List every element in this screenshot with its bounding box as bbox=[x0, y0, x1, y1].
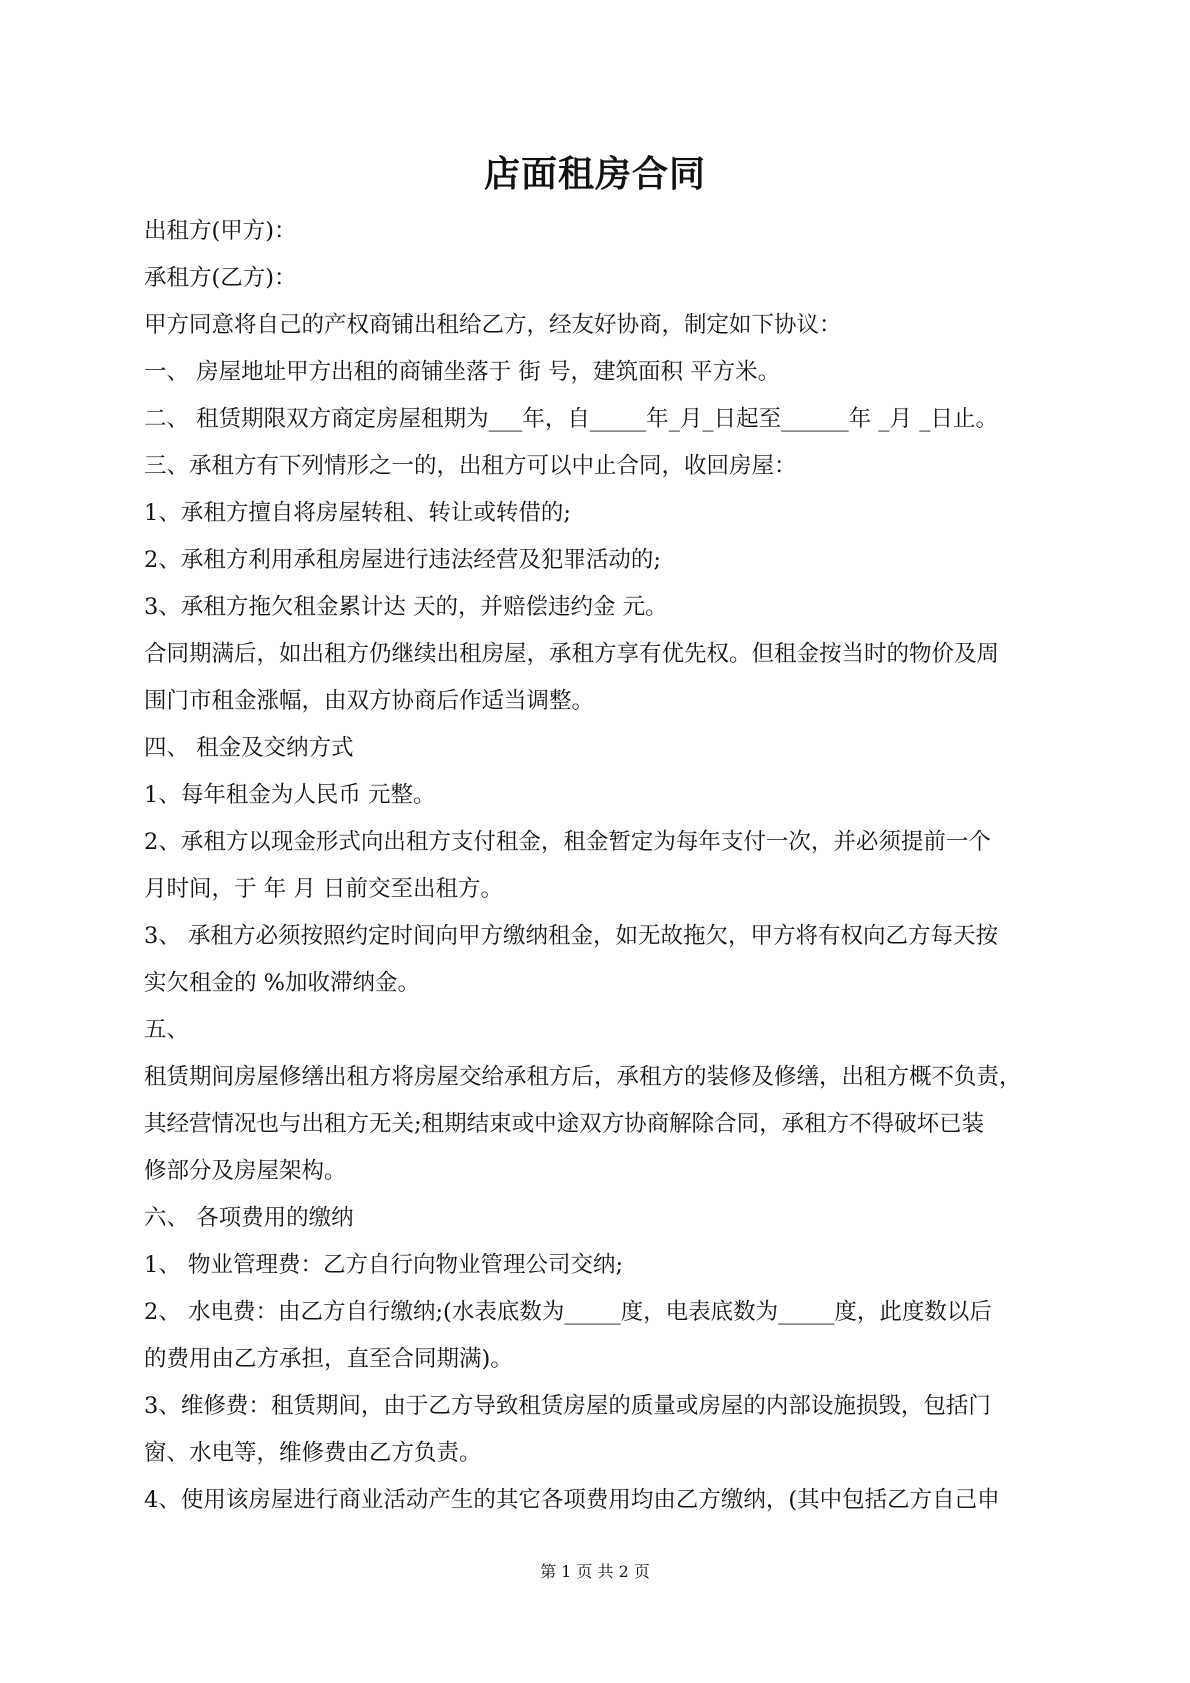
body-line: 修部分及房屋架构。 bbox=[144, 1158, 347, 1184]
body-line: 其经营情况也与出租方无关;租期结束或中途双方协商解除合同，承租方不得破坏已装 bbox=[144, 1111, 985, 1137]
body-line: 四、 租金及交纳方式 bbox=[144, 735, 354, 761]
body-line: 窗、水电等，维修费由乙方负责。 bbox=[144, 1440, 482, 1466]
body-line: 1、承租方擅自将房屋转租、转让或转借的; bbox=[144, 500, 571, 526]
body-line: 1、每年租金为人民币 元整。 bbox=[144, 782, 436, 808]
body-line: 出租方(甲方)： bbox=[144, 218, 297, 244]
document-title: 店面租房合同 bbox=[483, 153, 706, 195]
body-line: 三、承租方有下列情形之一的，出租方可以中止合同，收回房屋： bbox=[144, 453, 797, 479]
body-line: 合同期满后，如出租方仍继续出租房屋，承租方享有优先权。但租金按当时的物价及周 bbox=[144, 641, 1000, 667]
body-line: 1、 物业管理费：乙方自行向物业管理公司交纳; bbox=[144, 1252, 624, 1278]
body-line: 甲方同意将自己的产权商铺出租给乙方，经友好协商，制定如下协议： bbox=[144, 312, 842, 338]
body-line: 租赁期间房屋修缮出租方将房屋交给承租方后，承租方的装修及修缮，出租方概不负责， bbox=[144, 1064, 1022, 1090]
body-line: 承租方(乙方)： bbox=[144, 265, 297, 291]
body-line: 围门市租金涨幅，由双方协商后作适当调整。 bbox=[144, 688, 595, 714]
page-footer: 第 1 页 共 2 页 bbox=[540, 1562, 650, 1581]
body-line: 2、承租方利用承租房屋进行违法经营及犯罪活动的; bbox=[144, 547, 661, 573]
document-body bbox=[144, 208, 1060, 1524]
body-line: 五、 bbox=[144, 1017, 190, 1043]
body-line: 实欠租金的 %加收滞纳金。 bbox=[144, 970, 421, 996]
body-line: 3、维修费：租赁期间，由于乙方导致租赁房屋的质量或房屋的内部设施损毁，包括门 bbox=[144, 1393, 991, 1419]
body-line: 月时间，于 年 月 日前交至出租方。 bbox=[144, 876, 503, 902]
body-line: 一、 房屋地址甲方出租的商铺坐落于 街 号，建筑面积 平方米。 bbox=[144, 359, 781, 385]
body-line: 3、承租方拖欠租金累计达 天的，并赔偿违约金 元。 bbox=[144, 594, 668, 620]
body-line: 2、承租方以现金形式向出租方支付租金，租金暂定为每年支付一次，并必须提前一个 bbox=[144, 829, 991, 855]
body-line: 2、 水电费：由乙方自行缴纳;(水表底数为_____度，电表底数为_____度，此度数以后 bbox=[144, 1299, 992, 1325]
body-line: 二、 租赁期限双方商定房屋租期为___年，自_____年_月_日起至______年 _月 _日止。 bbox=[144, 406, 998, 432]
body-line: 的费用由乙方承担，直至合同期满)。 bbox=[144, 1346, 513, 1372]
body-line: 4、使用该房屋进行商业活动产生的其它各项费用均由乙方缴纳，(其中包括乙方自己申 bbox=[144, 1487, 1000, 1513]
body-line: 六、 各项费用的缴纳 bbox=[144, 1205, 354, 1231]
body-line: 3、 承租方必须按照约定时间向甲方缴纳租金，如无故拖欠，甲方将有权向乙方每天按 bbox=[144, 923, 998, 949]
